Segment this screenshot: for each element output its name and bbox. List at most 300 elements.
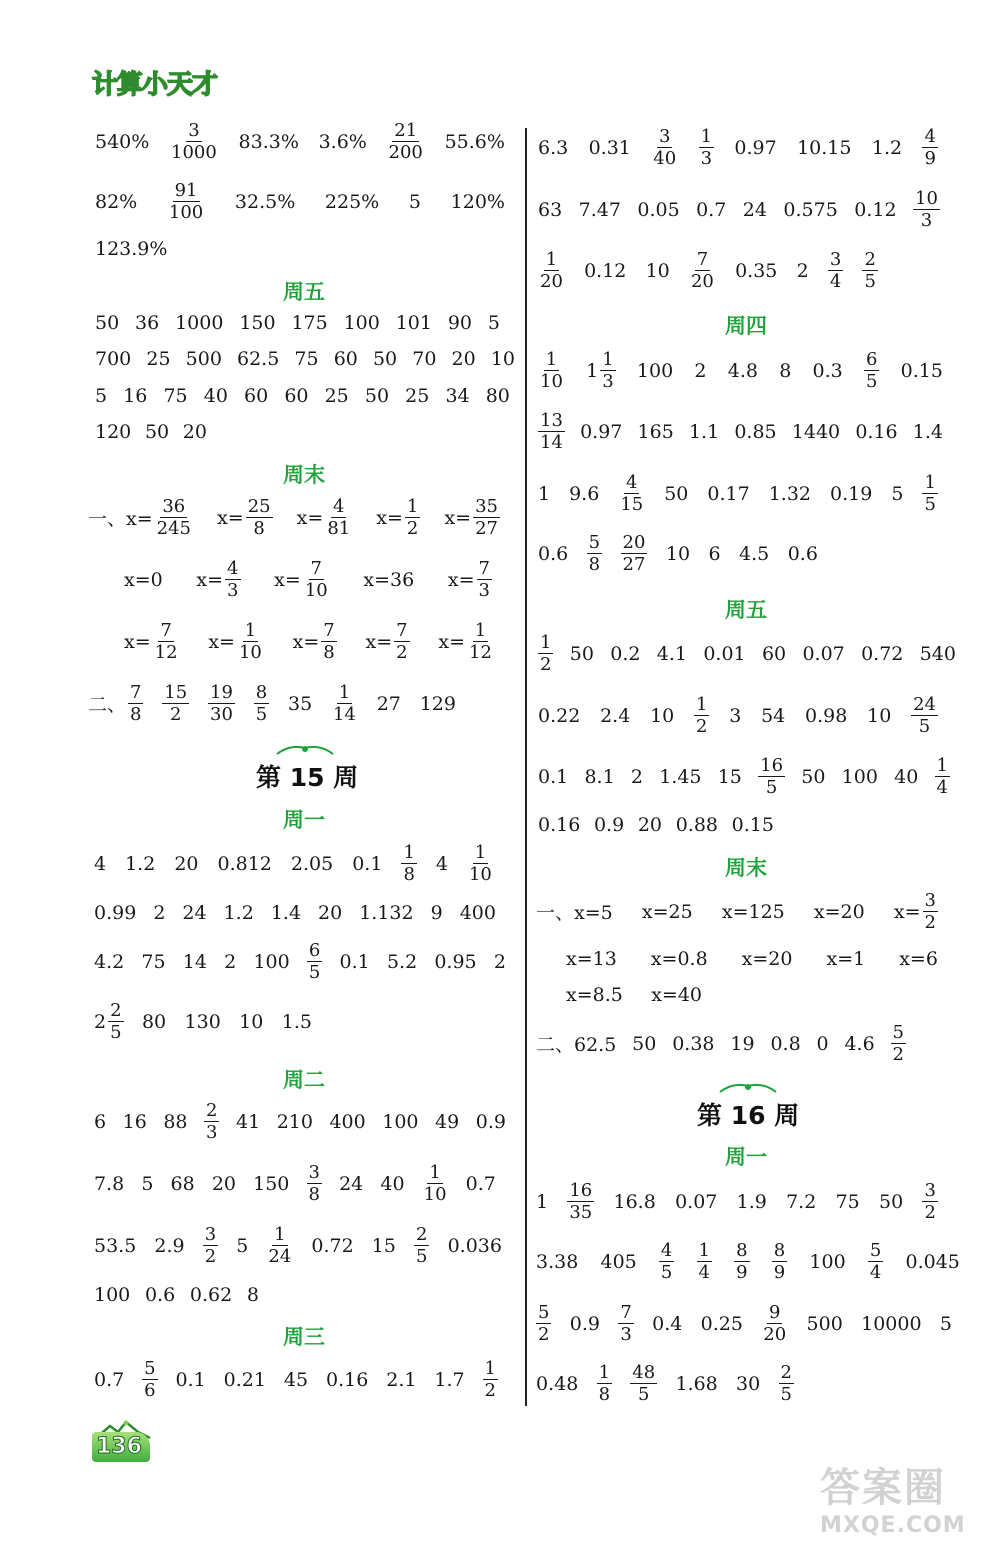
fraction [225,558,240,601]
answer-item: 80 [141,1010,167,1033]
answer-prefix: 二、 [88,694,127,716]
watermark-logo: 答案圈 [820,1465,946,1511]
answer-item: 49 [435,1110,460,1133]
answer-item: x=6 [899,948,938,970]
answer-item: 50 [632,1032,657,1055]
denominator: 2 [538,1324,550,1345]
ornament-icon [275,742,335,756]
denominator: 12 [469,642,492,663]
answer-item: 10 [645,259,670,282]
answer-row [538,472,938,515]
fraction [699,126,714,169]
numerator: 13 [540,410,563,431]
answer-item [293,620,337,663]
answer-item: 16 [122,1110,147,1133]
fraction [651,126,678,169]
answer-item: 6 [708,542,721,565]
answer-item [894,890,938,933]
answer-item: 0.8 [770,1032,801,1055]
answer-item: 19 [730,1032,755,1055]
answer-item [567,1180,594,1223]
answer-item: 40 [203,385,228,407]
numerator: 3 [188,120,200,141]
fraction [128,682,143,725]
answer-item: 2.05 [290,852,334,875]
answer-row [538,694,938,737]
answer-item: 500 [806,1312,843,1335]
denominator: 15 [620,494,644,515]
fraction [204,1100,219,1143]
answer-prefix: 一、x= [88,508,153,530]
answer-item: 55.6% [444,130,505,153]
answer-item: 5.2 [386,950,418,973]
answer-item: 20 [451,348,476,370]
answer-item: 0.1 [538,765,569,788]
answer-row [95,120,505,163]
denominator: 27 [622,554,646,575]
fraction [621,532,648,575]
fraction [203,1224,218,1267]
fraction [538,249,565,292]
numerator: 1 [403,842,415,863]
answer-item: x=36 [363,568,415,591]
answer-item: 0.1 [175,1368,206,1391]
numerator: 1 [274,1224,286,1245]
denominator: 4 [829,271,842,292]
answer-item: 210 [276,1110,313,1133]
answer-item: x=25 [641,900,693,923]
answer-item [618,472,645,515]
fraction [891,1022,906,1065]
numerator: 16 [569,1180,593,1201]
answer-item: 3.38 [536,1250,579,1273]
answer-item: 4.1 [656,642,688,665]
denominator: 20 [540,271,563,292]
fraction [618,1302,633,1345]
denominator: 5 [765,777,778,798]
answer-item: 0.22 [538,704,581,727]
answer-row [95,385,510,407]
answer-item: 50 [569,642,594,665]
answer-item: 400 [329,1110,366,1133]
answer-prefix: x= [274,568,301,591]
denominator: 24 [268,1246,292,1267]
answer-item [204,1100,219,1143]
denominator: 5 [865,371,878,392]
fraction [567,1180,594,1223]
numerator: 1 [474,842,487,863]
denominator: 8 [323,642,335,663]
answer-item: 6.3 [538,136,569,159]
denominator: 14 [332,704,356,725]
answer-item: 0.15 [731,814,774,836]
answer-item [448,558,492,601]
answer-item: 0.72 [311,1234,354,1257]
fraction [307,1162,322,1205]
answer-item [266,1224,293,1267]
answer-item: 4 [435,852,448,875]
answer-item: 100 [636,359,674,382]
answer-item: 20 [637,814,663,836]
answer-row [94,1100,506,1143]
answer-item: 50 [801,765,826,788]
answer-item [922,126,937,169]
answer-row [538,188,940,231]
answer-item [208,620,264,663]
fraction [394,620,409,663]
answer-item: 10000 [861,1312,922,1335]
fraction [922,472,937,515]
numerator: 1 [602,349,614,370]
answer-item: 165 [637,420,674,443]
page-number-badge [92,1418,154,1464]
answer-item: 10 [867,704,892,727]
answer-prefix: x= [438,630,466,653]
answer-item [387,120,425,163]
fraction [401,842,416,885]
numerator: 5 [538,1302,550,1323]
denominator: 3 [620,1324,632,1345]
answer-prefix: x= [376,506,403,529]
fraction [307,940,322,983]
answer-item: 32.5% [234,190,296,213]
answer-item [88,496,193,539]
answer-item: 2 [796,259,809,282]
answer-item: 20 [182,421,207,443]
denominator: 3 [478,580,490,601]
answer-item: 50 [95,312,120,334]
answer-item: 2 [493,950,506,973]
answer-item: 2 [224,950,237,973]
answer-item: 0.16 [855,420,898,443]
answer-item [297,496,353,539]
fraction [922,1180,937,1223]
denominator: 35 [569,1202,593,1223]
answer-item: 0.05 [637,198,680,221]
answer-item: 0.036 [447,1234,502,1257]
answer-item: 2.1 [386,1368,417,1391]
fraction [734,1240,749,1283]
answer-item: 0.17 [707,482,750,505]
denominator: 8 [253,518,265,539]
answer-row [538,126,938,169]
answer-item [162,682,189,725]
answer-item: 80 [485,385,510,407]
answer-item: 14 [182,950,207,973]
numerator: 4 [924,126,936,147]
numerator: 8 [736,1240,748,1261]
fraction [779,1362,794,1405]
fraction [155,496,193,539]
denominator: 5 [864,271,876,292]
denominator: 2 [396,642,408,663]
answer-item [689,249,716,292]
answer-item: 10 [239,1010,264,1033]
answer-item: 60 [333,348,358,370]
denominator: 9 [924,148,936,169]
numerator: 15 [164,682,188,703]
answer-item [217,496,273,539]
answer-prefix: x= [447,568,475,591]
denominator: 81 [327,518,351,539]
answer-item: 20 [174,852,199,875]
denominator: 2 [892,1044,904,1065]
answer-item: 10 [665,542,691,565]
answer-prefix: x= [196,568,224,591]
section-heading-weekend: 周末 [725,856,767,880]
answer-item: 100 [841,765,878,788]
numerator: 1 [406,496,419,517]
numerator: 3 [204,1224,217,1245]
answer-item: 50 [664,482,689,505]
numerator: 10 [915,188,938,209]
answer-prefix: x= [893,900,921,923]
answer-item: 540% [95,130,150,153]
fraction [167,180,205,223]
numerator: 2 [864,249,876,270]
answer-item: 1 [536,1190,549,1213]
answer-item: 5 [939,1312,952,1335]
ornament-icon [718,1080,778,1094]
answer-item: 24 [182,902,207,924]
fraction [538,410,565,453]
fraction [630,1362,657,1405]
denominator: 12 [154,642,178,663]
answer-item: 100 [382,1110,419,1133]
answer-item [483,1358,498,1401]
answer-row [538,532,818,575]
numerator: 4 [660,1240,673,1261]
numerator: 1 [545,349,558,370]
answer-item: 10 [650,704,675,727]
week-heading: 第 16 周 [697,1101,800,1130]
answer-item [124,620,180,663]
denominator: 40 [653,148,677,169]
fraction [266,1224,293,1267]
answer-prefix: x= [208,630,235,653]
answer-item: 0.9 [593,814,625,836]
numerator: 16 [760,755,784,776]
answer-item: x=20 [813,900,865,923]
answer-item: 75 [294,348,319,370]
answer-item: 0.85 [734,420,777,443]
answer-item [651,126,678,169]
answer-item [694,694,709,737]
numerator: 1 [700,126,713,147]
answer-row [95,348,515,370]
answer-item: 1.45 [659,765,702,788]
answer-item: 二、62.5 [536,1034,617,1056]
answer-row [88,682,456,725]
answer-item: 100 [94,1284,131,1306]
answer-item: 400 [459,902,496,924]
numerator: 5 [869,1240,882,1261]
numerator: 2 [780,1362,792,1383]
answer-item: 0.2 [610,642,641,665]
numerator: 8 [773,1240,786,1261]
fraction [331,682,358,725]
answer-item: 50 [144,421,170,443]
fraction [405,496,420,539]
answer-prefix: 1 [586,359,599,382]
denominator: 10 [238,642,262,663]
section-heading-thu: 周四 [725,314,767,338]
answer-item [697,1240,712,1283]
answer-item: 0.99 [94,902,137,924]
fraction [108,1000,123,1043]
answer-item: 0 [816,1032,829,1055]
numerator: 7 [696,249,709,270]
answer-item [414,1224,429,1267]
answer-item [862,249,877,292]
fraction [923,890,938,933]
answer-item: 50 [879,1190,904,1213]
numerator: 1 [338,682,351,703]
answer-row [94,1284,259,1306]
answer-item: 25 [405,385,430,407]
answer-item: 1.2 [125,852,156,875]
answer-item: 4.8 [727,359,758,382]
numerator: 3 [829,249,842,270]
numerator: 7 [130,682,142,703]
numerator: 1 [545,249,558,270]
answer-item: 0.4 [652,1312,683,1335]
answer-item: 7.47 [578,198,621,221]
denominator: 5 [255,704,268,725]
numerator: 7 [323,620,335,641]
answer-item: 150 [253,1172,290,1195]
fraction [597,1362,612,1405]
answer-item: 129 [419,692,456,715]
numerator: 2 [110,1000,122,1021]
denominator: 5 [780,1384,792,1405]
denominator: 1000 [171,142,217,163]
answer-row [95,180,505,223]
answer-item [779,1362,794,1405]
section-heading-tue: 周二 [283,1068,325,1092]
answer-item: 0.1 [339,950,370,973]
answer-item: 150 [239,312,276,334]
denominator: 2 [540,654,552,675]
denominator: 27 [475,518,498,539]
answer-item: 8 [246,1284,259,1306]
answer-row [538,410,943,453]
answer-item: 405 [600,1250,637,1273]
answer-item [196,558,240,601]
answer-item: 1.132 [359,902,414,924]
answer-item [307,940,322,983]
denominator: 3 [227,580,239,601]
answer-item: 0.72 [861,642,904,665]
answer-item: 1.2 [223,902,254,924]
answer-item: 5 [408,190,421,213]
answer-item: 68 [170,1172,195,1195]
answer-item: 30 [736,1372,761,1395]
numerator: 7 [478,558,490,579]
answer-row [94,1162,496,1205]
numerator: 3 [308,1162,320,1183]
section-heading-fri: 周五 [283,280,325,304]
answer-item: 41 [235,1110,261,1133]
numerator: 21 [394,120,418,141]
numerator: 4 [626,472,638,493]
answer-prefix: x= [217,506,244,529]
answer-row [536,1180,938,1223]
answer-item: x=1 [826,948,866,970]
denominator: 10 [468,864,492,885]
answer-item: 100 [343,312,380,334]
answer-item: 54 [761,704,786,727]
denominator: 4 [869,1262,882,1283]
denominator: 10 [540,371,563,392]
answer-item: 0.1 [352,852,383,875]
numerator: 91 [174,180,198,201]
answer-item: 540 [919,642,956,665]
denominator: 8 [130,704,142,725]
page-number: 136 [96,1434,142,1459]
answer-row [538,349,943,392]
answer-item [828,249,843,292]
answer-item: 20 [318,902,343,924]
answer-item [699,126,714,169]
denominator: 4 [698,1262,710,1283]
answer-item: 0.16 [326,1368,369,1391]
answer-item: 50 [372,348,398,370]
denominator: 245 [156,518,191,539]
numerator: 5 [588,532,601,553]
answer-item [630,1362,657,1405]
answer-item: x=13 [566,948,617,970]
numerator: 6 [865,349,878,370]
answer-item: 34 [445,385,470,407]
answer-item: 123.9% [95,238,168,260]
answer-item: 100 [809,1250,846,1273]
answer-item: 63 [538,198,563,221]
denominator: 100 [168,202,204,223]
denominator: 3 [700,148,713,169]
numerator: 48 [632,1362,656,1383]
numerator: 1 [474,620,487,641]
answer-item: 27 [376,692,401,715]
answer-item [659,1240,674,1283]
fraction [538,632,553,675]
denominator: 8 [403,864,415,885]
numerator: 24 [913,694,936,715]
fraction [467,842,494,885]
answer-item: 0.01 [703,642,746,665]
answer-item: 25 [324,385,349,407]
fraction [142,1358,157,1401]
denominator: 2 [924,912,936,933]
denominator: 30 [210,704,233,725]
numerator: 2 [416,1224,428,1245]
denominator: 10 [423,1184,447,1205]
answer-item: 0.12 [584,259,627,282]
watermark-url: MXQE.COM [820,1513,966,1538]
answer-row [124,558,492,601]
answer-row [536,1022,906,1065]
fraction [761,1302,788,1345]
answer-item [366,620,410,663]
answer-item [169,120,219,163]
numerator: 1 [924,472,936,493]
answer-row [566,984,702,1006]
answer-item: 0.19 [830,482,873,505]
answer-row [538,755,950,798]
answer-item: 3 [729,704,742,727]
answer-item: 40 [380,1172,405,1195]
fraction [659,1240,674,1283]
